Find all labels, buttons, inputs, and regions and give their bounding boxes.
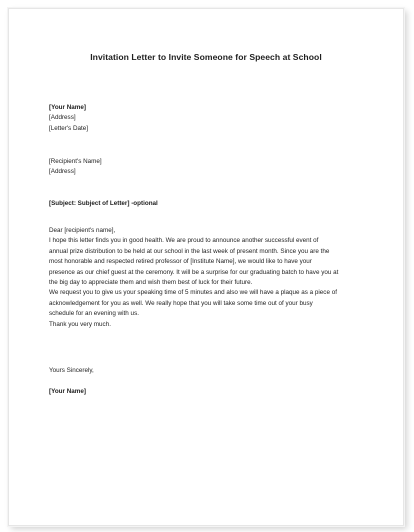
sender-address: [Address] [49, 114, 76, 122]
body-line: schedule for an evening with us. [49, 310, 139, 318]
signature-name: [Your Name] [49, 387, 86, 395]
body-line: the big day to appreciate them and wish them best of luck for their future. [49, 279, 253, 287]
body-line: We request you to give us your speaking time of 5 minutes and also we will have a plaque as a piece of [49, 289, 337, 297]
closing-block [49, 366, 375, 397]
body-line: Thank you very much. [49, 320, 111, 328]
body-line: I hope this letter finds you in good health. We are proud to announce another successful event of [49, 237, 319, 245]
spacer [49, 376, 375, 386]
body-line: most honorable and respected retired professor of [Institute Name], we would like to have your [49, 258, 312, 266]
body-line: annual prize distribution to be held at our school in the last week of present month. Since you are the [49, 247, 330, 255]
letter-date: [Letter's Date] [49, 124, 89, 132]
letter-title: Invitation Letter to Invite Someone for Speech at School [90, 52, 322, 62]
recipient-block [49, 157, 375, 178]
subject-block [49, 199, 375, 209]
letter-body [49, 226, 375, 330]
body-line: acknowledgement for you as well. We really hope that you will take some time out of your busy [49, 299, 313, 307]
letter-page [8, 8, 404, 526]
recipient-name: [Recipient's Name] [49, 158, 102, 165]
sender-name: [Your Name] [49, 104, 86, 111]
recipient-address: [Address] [49, 168, 76, 176]
sender-block [49, 103, 375, 134]
greeting: Dear [recipient's name], [49, 227, 116, 234]
valediction: Yours Sincerely, [49, 367, 94, 374]
body-line: presence as our chief guest at the ceremony. It will be a surprise for our graduating batch to have you at [49, 268, 339, 276]
subject-line: [Subject: Subject of Letter] -optional [49, 200, 158, 207]
